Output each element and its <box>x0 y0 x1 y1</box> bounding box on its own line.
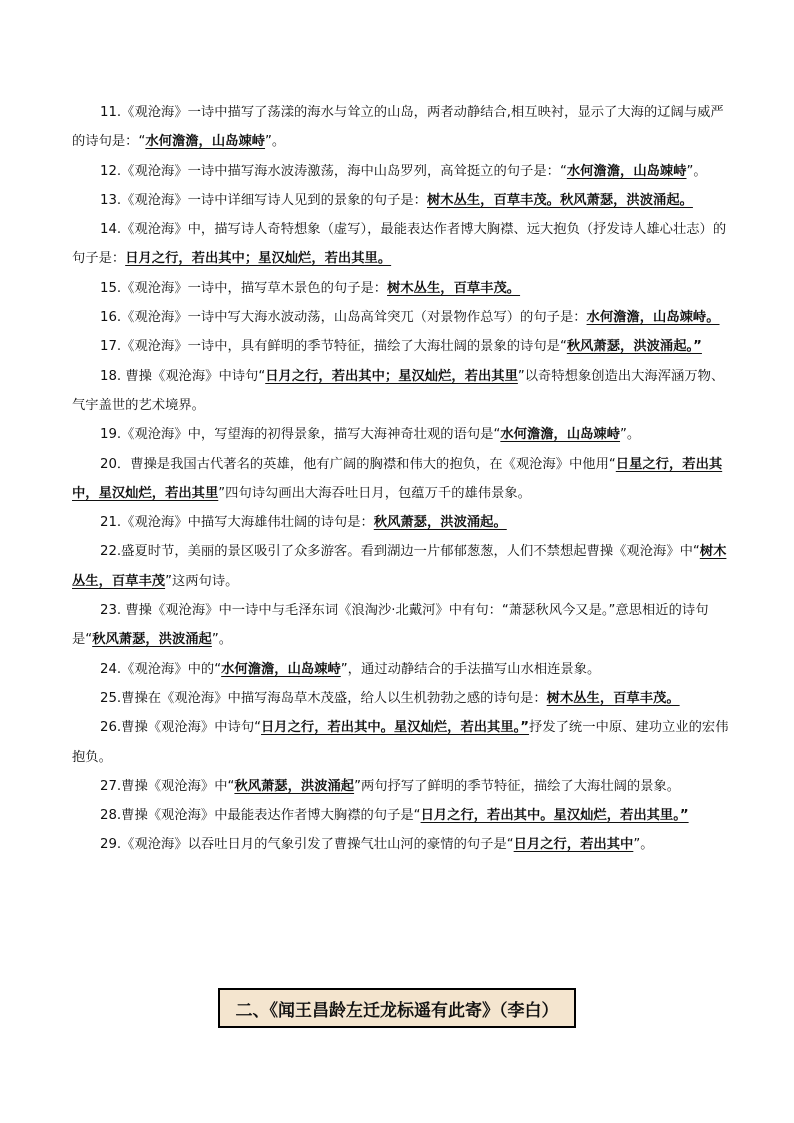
item-text: ”以奇特想象创造出大海浑涵万物、气宇盖世的艺术境界。 <box>72 368 725 413</box>
item-text: 13.《观沧海》一诗中详细写诗人见到的景象的句子是： <box>100 192 427 208</box>
item-text: ”，通过动静结合的手法描写山水相连景象。 <box>340 661 601 677</box>
item-text: 19.《观沧海》中，写望海的初得景象，描写大海神奇壮观的语句是“ <box>100 427 501 443</box>
answer-text: 树木丛生，百草丰茂。秋风萧瑟，洪波涌起。 <box>426 192 693 208</box>
answer-text: 日月之行，若出其中 <box>513 837 634 853</box>
list-item <box>72 450 732 509</box>
item-text: 25.曹操在《观沧海》中描写海岛草木茂盛，给人以生机勃勃之感的诗句是： <box>100 690 547 706</box>
answer-text: 秋风萧瑟，洪波涌起 <box>92 632 212 648</box>
answer-text: 树木丛生，百草丰茂 <box>72 544 727 589</box>
answer-text: 水何澹澹，山岛竦峙。 <box>586 310 720 326</box>
section-heading-box <box>218 988 576 1028</box>
item-text: 26.曹操《观沧海》中诗句“ <box>100 720 262 736</box>
item-text: 28.曹操《观沧海》中最能表达作者博大胸襟的句子是“ <box>100 808 421 824</box>
list-item <box>72 215 732 274</box>
list-item <box>72 157 732 186</box>
answer-text: 秋风萧瑟，洪波涌起。 <box>373 515 507 531</box>
item-text: 24.《观沧海》中的“ <box>100 661 222 677</box>
list-item <box>72 303 732 332</box>
item-text: 18. 曹操《观沧海》中诗句“ <box>100 368 266 384</box>
list-item <box>72 332 732 361</box>
item-text: ”。 <box>211 632 233 648</box>
answer-text: 水何澹澹，山岛竦峙 <box>500 427 621 443</box>
list-item <box>72 362 732 421</box>
item-text: ”。 <box>633 837 654 853</box>
list-item <box>72 98 732 157</box>
list-item <box>72 274 732 303</box>
item-text: 29.《观沧海》以吞吐日月的气象引发了曹操气壮山河的豪情的句子是“ <box>100 837 514 853</box>
item-text: ”四句诗勾画出大海吞吐日月，包蕴万千的雄伟景象。 <box>218 485 531 501</box>
answer-text: 水何澹澹，山岛竦峙 <box>566 163 687 179</box>
item-text: ”这两句诗。 <box>165 573 239 589</box>
item-text: 20．曹操是我国古代著名的英雄，他有广阔的胸襟和伟大的抱负，在《观沧海》中他用“ <box>100 456 616 472</box>
answer-text: 日月之行，若出其中。星汉灿烂，若出其里。” <box>420 808 689 824</box>
list-item <box>72 713 732 772</box>
item-text: ”。 <box>265 134 286 150</box>
answer-text: 秋风萧瑟，洪波涌起。” <box>566 339 702 355</box>
list-item <box>72 830 732 859</box>
list-item <box>72 508 732 537</box>
answer-text: 日月之行，若出其中。星汉灿烂，若出其里。” <box>261 720 530 736</box>
list-item <box>72 801 732 830</box>
item-text: 22.盛夏时节，美丽的景区吸引了众多游客。看到湖边一片郁郁葱葱，人们不禁想起曹操《观沧海》中“ <box>100 544 700 560</box>
answer-text: 日星之行，若出其中，星汉灿烂，若出其里 <box>72 456 723 501</box>
item-text: 15.《观沧海》一诗中，描写草木景色的句子是： <box>100 280 388 296</box>
item-text: 12.《观沧海》一诗中描写海水波涛激荡，海中山岛罗列，高耸挺立的句子是：“ <box>100 163 567 179</box>
item-text: 21.《观沧海》中描写大海雄伟壮阔的诗句是： <box>100 515 374 531</box>
answer-text: 日月之行，若出其中；星汉灿烂，若出其里。 <box>125 251 392 267</box>
answer-text: 树木丛生，百草丰茂。 <box>387 280 521 296</box>
list-item <box>72 772 732 801</box>
list-item <box>72 596 732 655</box>
item-text: 16.《观沧海》一诗中写大海水波动荡，山岛高耸突兀（对景物作总写）的句子是： <box>100 310 587 326</box>
answer-text: 树木丛生，百草丰茂。 <box>546 690 680 706</box>
item-text: 11.《观沧海》一诗中描写了荡漾的海水与耸立的山岛，两者动静结合,相互映衬，显示了大海的辽阔与威严的诗句是：“ <box>72 105 724 150</box>
list-item <box>72 655 732 684</box>
item-text: ”两句抒写了鲜明的季节特征，描绘了大海壮阔的景象。 <box>354 778 681 794</box>
item-text: 14.《观沧海》中，描写诗人奇特想象（虚写），最能表达作者博大胸襟、远大抱负（抒发诗人雄心壮志）的句子是： <box>72 222 727 267</box>
section-title: 二、《闻王昌龄左迁龙标遥有此寄》（李白） <box>235 1000 559 1021</box>
list-item <box>72 537 732 596</box>
question-list <box>72 98 732 860</box>
answer-text: 日月之行，若出其中；星汉灿烂，若出其里 <box>265 368 518 384</box>
answer-text: 秋风萧瑟，洪波涌起 <box>234 778 355 794</box>
list-item <box>72 420 732 449</box>
list-item <box>72 684 732 713</box>
item-text: ”。 <box>686 163 707 179</box>
item-text: ”。 <box>620 427 641 443</box>
answer-text: 水何澹澹，山岛竦峙 <box>221 661 341 677</box>
item-text: 抒发了统一中原、建功立业的宏伟抱负。 <box>72 720 729 765</box>
answer-text: 水何澹澹，山岛竦峙 <box>145 134 266 150</box>
item-text: 27.曹操《观沧海》中“ <box>100 778 235 794</box>
list-item <box>72 186 732 215</box>
item-text: 17.《观沧海》一诗中，具有鲜明的季节特征，描绘了大海壮阔的景象的诗句是“ <box>100 339 567 355</box>
item-text: 23. 曹操《观沧海》中一诗中与毛泽东词《浪淘沙·北戴河》中有句：“萧瑟秋风今又是。”意思相近的诗句是“ <box>72 603 709 648</box>
